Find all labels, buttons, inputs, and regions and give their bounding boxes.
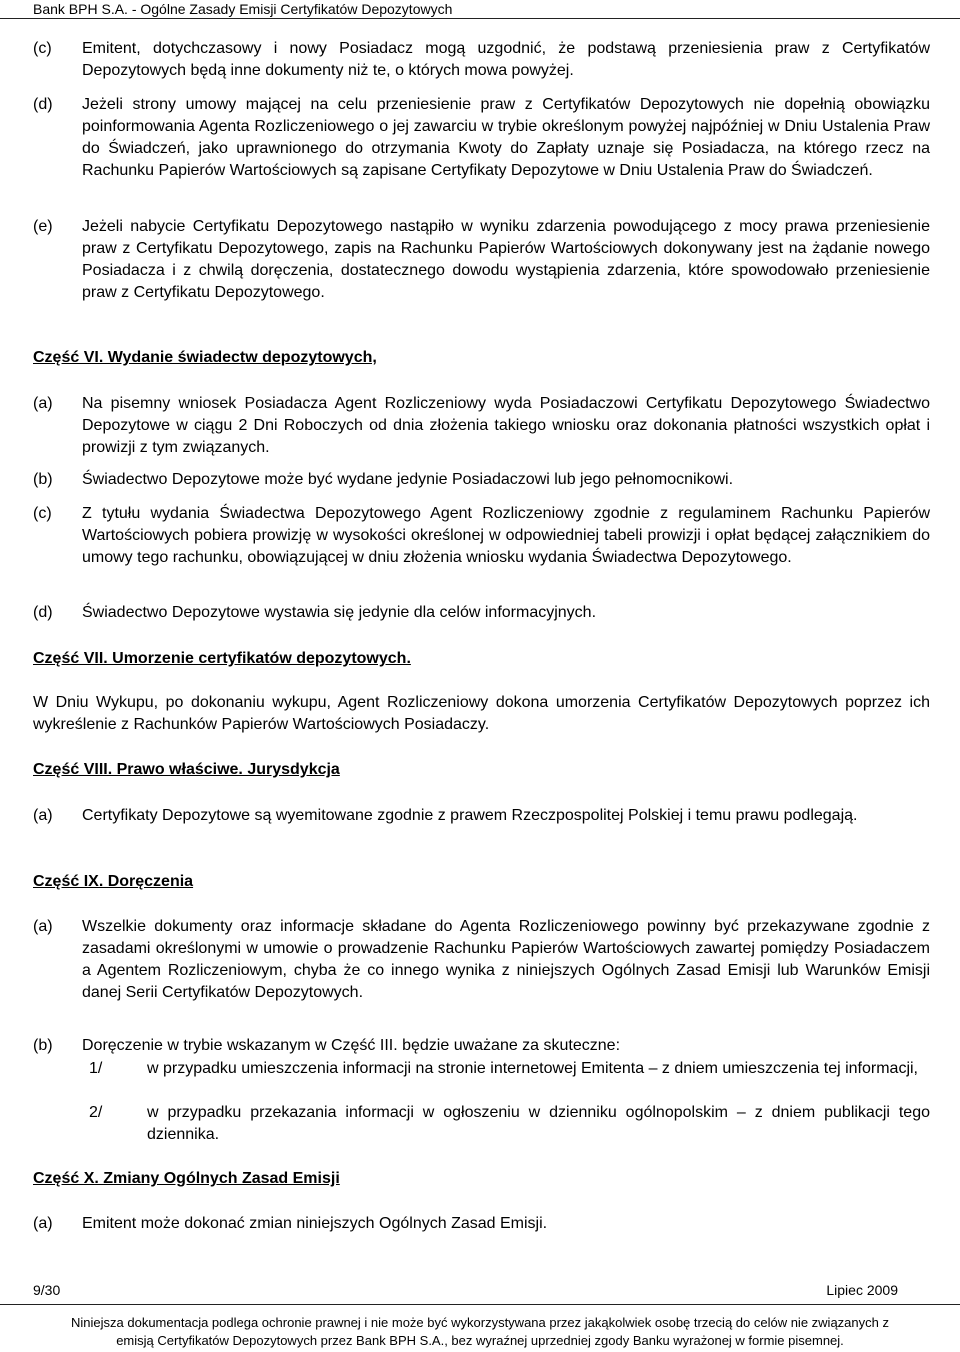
paragraph-redemption: W Dniu Wykupu, po dokonaniu wykupu, Agent Rozliczeniowy dokona umorzenia Certyfikatów Depozytowych poprzez ich wykreślenie z Rachunków Papierów Wartościowych Posiadaczy. [33,694,930,733]
page-number: 9/30 [33,1282,61,1298]
legal-notice-line-2: emisją Certyfikatów Depozytowych przez Bank BPH S.A., bez wyraźnej uprzedniej zgody Banku wyrażonej w formie pisemnej. [116,1333,844,1348]
clause-text: Świadectwo Depozytowe wystawia się jedynie dla celów informacyjnych. [82,604,597,621]
page-header: Bank BPH S.A. - Ogólne Zasady Emisji Certyfikatów Depozytowych [0,0,960,19]
clause-label: (a) [33,395,53,412]
clause-text: Jeżeli strony umowy mającej na celu przeniesienie praw z Certyfikatów Depozytowych nie dopełnią obowiązku poinformowania Agenta Rozliczeniowego o jej zawarciu w trybie określonym powyżej najpóźniej w Dniu Ustalenia Praw do Świadczeń, jako uprawnionego do otrzymania Kwoty do Zapłaty uznaje się Posiadacza, na którego rzecz na Rachunku Papierów Wartościowych są zapisane Certyfikaty Depozytowe w Dniu Ustalenia Praw do Świadczeń. [82,96,930,179]
footer-divider [0,1304,960,1305]
clause-text: Wszelkie dokumenty oraz informacje składane do Agenta Rozliczeniowego powinny być przekazywane zgodnie z zasadami określonymi w umowie o prowadzenie Rachunku Papierów Wartościowych zawartej pomiędzy Posiadaczem a Agentem Rozliczeniowym, chyba że co innego wynika z niniejszych Ogólnych Zasad Emisji lub Warunków Emisji danej Serii Certyfikatów Depozytowych. [82,918,930,1001]
clause-label: (c) [33,40,52,57]
clause-label: (d) [33,604,53,621]
section-heading-ix: Część IX. Doręczenia [33,873,194,890]
clause-text: Emitent może dokonać zmian niniejszych Ogólnych Zasad Emisji. [82,1215,548,1232]
clause-label: (b) [33,1037,53,1054]
clause-label: (e) [33,218,53,235]
section-heading-vi: Część VI. Wydanie świadectw depozytowych, [33,349,377,366]
subclause-text: w przypadku przekazania informacji w ogłoszeniu w dzienniku ogólnopolskim – z dniem publikacji tego dziennika. [147,1104,930,1143]
section-heading-viii: Część VIII. Prawo właściwe. Jurysdykcja [33,761,340,778]
subclause-label: 2/ [89,1104,103,1121]
subclause-label: 1/ [89,1060,103,1077]
document-date: Lipiec 2009 [826,1282,898,1298]
subclause-text: w przypadku umieszczenia informacji na stronie internetowej Emitenta – z dniem umieszczenia tej informacji, [147,1060,918,1077]
clause-text: Z tytułu wydania Świadectwa Depozytowego Agent Rozliczeniowy zgodnie z regulaminem Rachunku Papierów Wartościowych pobiera prowizję w wysokości określonej w odpowiedniej tabeli prowizji i opłat będącej załącznikiem do umowy tego rachunku, obowiązującej w dniu złożenia wniosku wydania Świadectwa Depozytowego. [82,505,930,566]
clause-label: (c) [33,505,52,522]
clause-label: (a) [33,807,53,824]
section-heading-x: Część X. Zmiany Ogólnych Zasad Emisji [33,1170,340,1187]
clause-text: Certyfikaty Depozytowe są wyemitowane zgodnie z prawem Rzeczpospolitej Polskiej i temu prawu podlegają. [82,807,858,824]
clause-text: Na pisemny wniosek Posiadacza Agent Rozliczeniowy wyda Posiadaczowi Certyfikatu Depozytowego Świadectwo Depozytowe w ciągu 2 Dni Roboczych od dnia złożenia takiego wniosku oraz dokonania płatności wszystkich opłat i prowizji z tym związanych. [82,395,930,456]
clause-label: (a) [33,1215,53,1232]
clause-text: Emitent, dotychczasowy i nowy Posiadacz mogą uzgodnić, że podstawą przeniesienia praw z Certyfikatów Depozytowych będą inne dokumenty niż te, o których mowa powyżej. [82,40,930,79]
clause-text: Jeżeli nabycie Certyfikatu Depozytowego nastąpiło w wyniku zdarzenia powodującego z mocy prawa przeniesienie praw z Certyfikatu Depozytowego, zapis na Rachunku Papierów Wartościowych dokonywany jest na żądanie nowego Posiadacza i z chwilą doręczenia, dostatecznego dowodu wystąpienia zdarzenia, które spowodowało przeniesienie praw z Certyfikatu Depozytowego. [82,218,930,301]
clause-text: Doręczenie w trybie wskazanym w Część III. będzie uważane za skuteczne: [82,1037,621,1054]
section-heading-vii: Część VII. Umorzenie certyfikatów depozytowych. [33,650,411,667]
clause-text: Świadectwo Depozytowe może być wydane jedynie Posiadaczowi lub jego pełnomocnikowi. [82,471,734,488]
clause-label: (b) [33,471,53,488]
clause-label: (a) [33,918,53,935]
clause-label: (d) [33,96,53,113]
legal-notice-line-1: Niniejsza dokumentacja podlega ochronie prawnej i nie może być wykorzystywana przez jakąkolwiek osobę trzecią do celów nie związanych z [71,1315,889,1330]
